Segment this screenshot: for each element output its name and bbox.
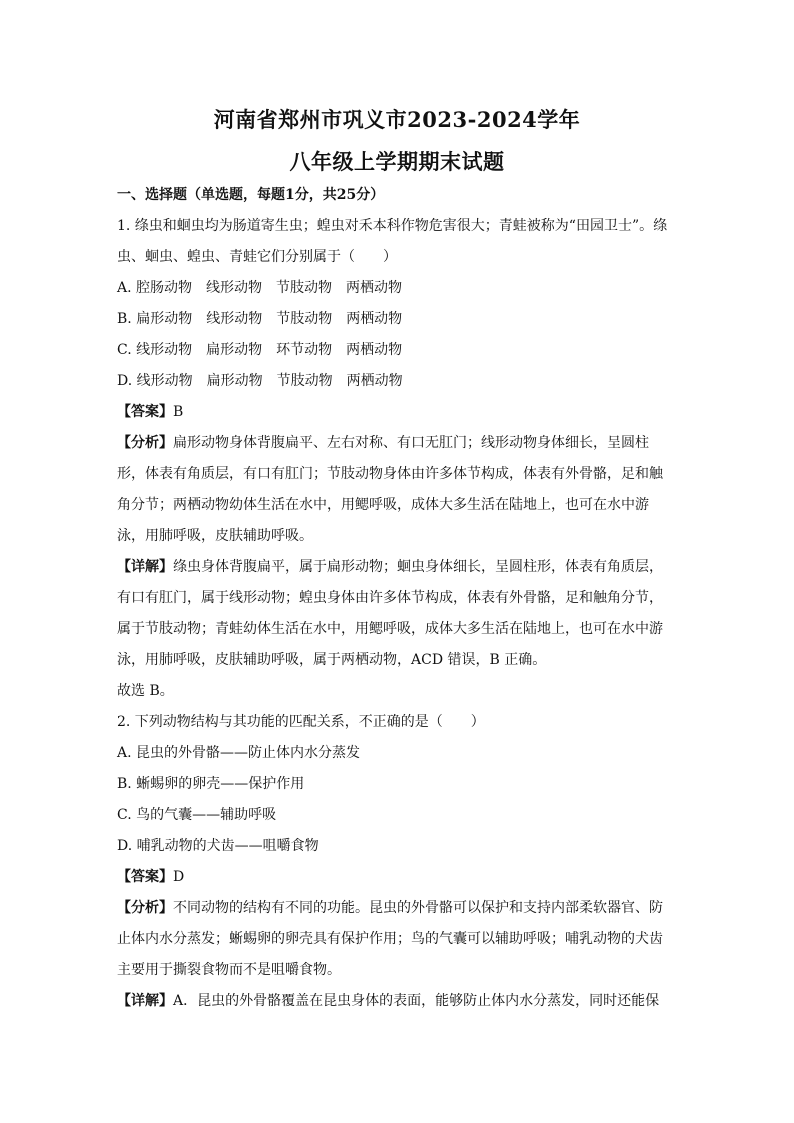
text-line: 属于节肢动物；青蛙幼体生活在水中，用鳃呼吸，成体大多生活在陆地上，也可在水中游 — [117, 621, 663, 637]
text-line: 故选 B。 — [117, 683, 174, 699]
text-line: 有口有肛门，属于线形动物；蝗虫身体由许多体节构成，体表有外骨骼，足和触角分节， — [117, 590, 663, 606]
line-tag: 【答案】 — [117, 404, 173, 420]
text-line: 1. 绦虫和蛔虫均为肠道寄生虫；蝗虫对禾本科作物危害很大；青蛙被称为“田园卫士”。绦 — [117, 218, 668, 234]
tagged-line — [117, 403, 183, 421]
line-text: 绦虫身体背腹扁平，属于扁形动物；蛔虫身体细长，呈圆柱形，体表有角质层， — [173, 559, 663, 575]
line-text: A．昆虫的外骨骼覆盖在昆虫身体的表面，能够防止体内水分蒸发，同时还能保 — [173, 993, 660, 1009]
line-tag: 【详解】 — [117, 993, 173, 1009]
line-tag: 【分析】 — [117, 435, 173, 451]
text-line: D. 哺乳动物的犬齿——咀嚼食物 — [117, 838, 319, 854]
line-tag: 【详解】 — [117, 559, 173, 575]
text-line: 虫、蛔虫、蝗虫、青蛙它们分别属于（ ） — [117, 249, 397, 265]
text-line: 形，体表有角质层，有口有肛门；节肢动物身体由许多体节构成，体表有外骨骼，足和触 — [117, 466, 663, 482]
section-heading: 一、选择题（单选题，每题1分，共25分） — [117, 187, 385, 203]
page-title-line-2: 八年级上学期期末试题 — [289, 149, 505, 174]
text-line: B. 蜥蜴卵的卵壳——保护作用 — [117, 776, 305, 792]
tagged-line — [117, 992, 659, 1010]
text-line: C. 线形动物 扁形动物 环节动物 两栖动物 — [117, 342, 403, 358]
tagged-line — [117, 868, 184, 886]
text-line: 止体内水分蒸发；蜥蜴卵的卵壳具有保护作用；鸟的气囊可以辅助呼吸；哺乳动物的犬齿 — [117, 931, 663, 947]
text-line: B. 扁形动物 线形动物 节肢动物 两栖动物 — [117, 311, 403, 327]
tagged-line — [117, 899, 663, 917]
text-line: A. 昆虫的外骨骼——防止体内水分蒸发 — [117, 745, 361, 761]
text-line: 泳，用肺呼吸，皮肤辅助呼吸，属于两栖动物，ACD 错误，B 正确。 — [117, 652, 547, 668]
tagged-line — [117, 434, 649, 452]
page-title-line-1: 河南省郑州市巩义市2023-2024学年 — [213, 107, 581, 132]
line-tag: 【分析】 — [117, 900, 173, 916]
text-line: 角分节；两栖动物幼体生活在水中，用鳃呼吸，成体大多生活在陆地上，也可在水中游 — [117, 497, 649, 513]
line-text: 扁形动物身体背腹扁平、左右对称、有口无肛门；线形动物身体细长，呈圆柱 — [173, 435, 649, 451]
line-text: B — [173, 404, 184, 420]
text-line: C. 鸟的气囊——辅助呼吸 — [117, 807, 277, 823]
text-line: 泳，用肺呼吸，皮肤辅助呼吸。 — [117, 528, 313, 544]
line-tag: 【答案】 — [117, 869, 173, 885]
text-line: 2. 下列动物结构与其功能的匹配关系，不正确的是（ ） — [117, 714, 485, 730]
line-text: 不同动物的结构有不同的功能。昆虫的外骨骼可以保护和支持内部柔软器官、防 — [173, 900, 663, 916]
text-line: A. 腔肠动物 线形动物 节肢动物 两栖动物 — [117, 280, 403, 296]
text-line: D. 线形动物 扁形动物 节肢动物 两栖动物 — [117, 373, 403, 389]
text-line: 主要用于撕裂食物而不是咀嚼食物。 — [117, 962, 341, 978]
line-text: D — [173, 869, 185, 885]
tagged-line — [117, 558, 663, 576]
